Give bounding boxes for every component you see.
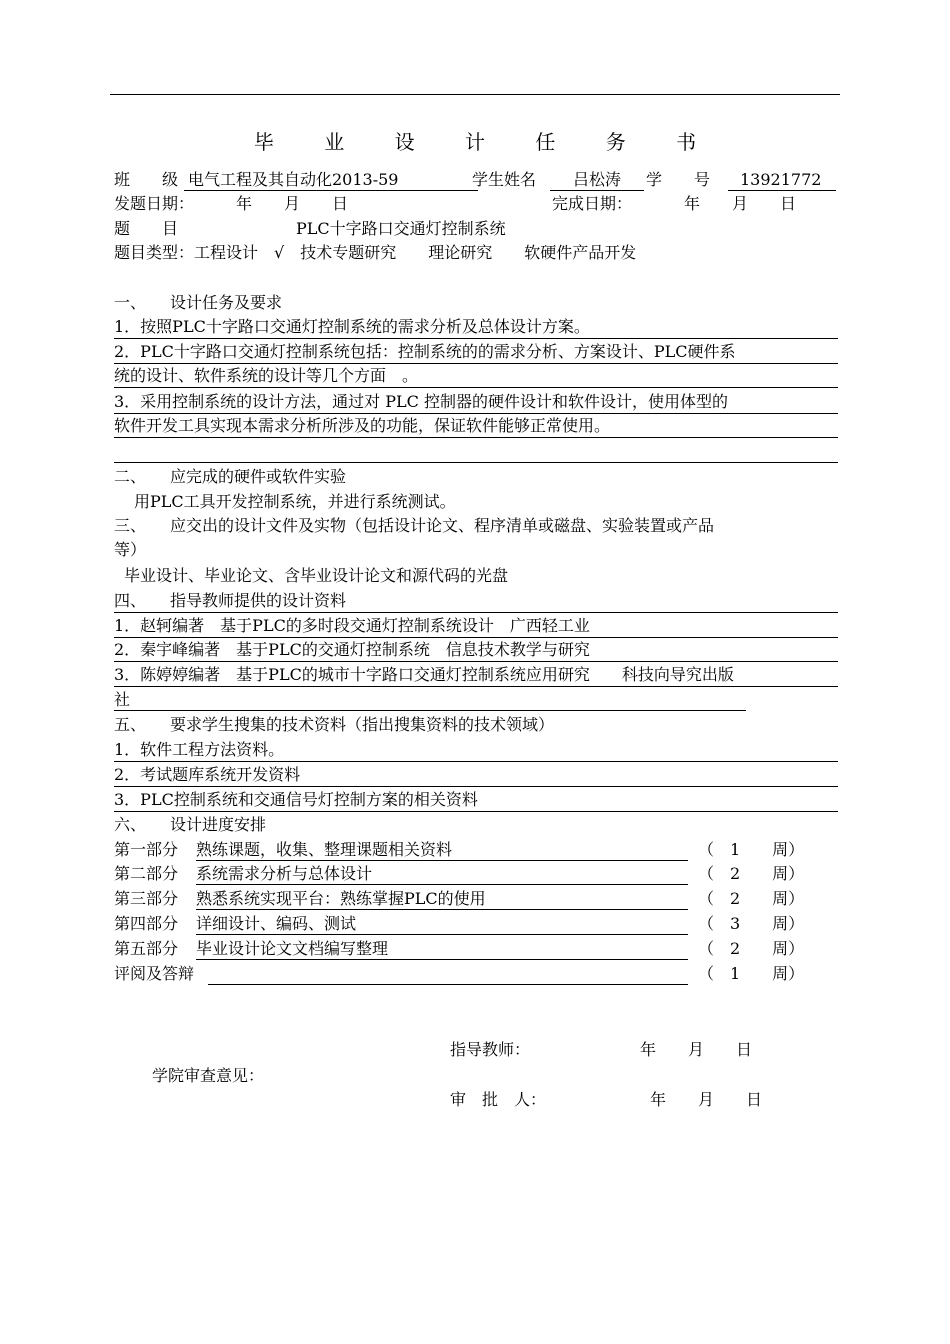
section-3-text: 毕业设计、毕业论文、含毕业设计论文和源代码的光盘 bbox=[124, 566, 509, 585]
section-4-item: 3．陈婷婷编著 基于PLC的城市十字路口交通灯控制系统应用研究 科技向导究出版 bbox=[114, 664, 838, 687]
section-3-title-cont: 等） bbox=[114, 540, 147, 559]
approver-label: 审 批 人： bbox=[450, 1090, 547, 1109]
section-4-item: 2．秦宇峰编著 基于PLC的交通灯控制系统 信息技术教学与研究 bbox=[114, 639, 838, 662]
section-1-item: 1．按照PLC十字路口交通灯控制系统的需求分析及总体设计方案。 bbox=[114, 316, 838, 339]
section-1-item: 统的设计、软件系统的设计等几个方面 。 bbox=[114, 365, 838, 388]
advisor-label: 指导教师： bbox=[450, 1040, 531, 1059]
section-4-item: 社 bbox=[114, 690, 746, 711]
section-1-item: 3．采用控制系统的设计方法，通过对 PLC 控制器的硬件设计和软件设计，使用体型的 bbox=[114, 391, 838, 414]
college-review-label: 学院审查意见： bbox=[152, 1066, 265, 1085]
schedule-weeks: （ 2 周） bbox=[698, 864, 805, 883]
section-1-item: 软件开发工具实现本需求分析所涉及的功能，保证软件能够正常使用。 bbox=[114, 415, 838, 438]
topic-label: 题 目 bbox=[114, 219, 179, 238]
schedule-weeks: （ 2 周） bbox=[698, 889, 805, 908]
approver-date: 年 月 日 bbox=[650, 1090, 763, 1109]
complete-date-label: 完成日期： bbox=[552, 194, 633, 213]
student-id-label: 学 号 bbox=[646, 170, 711, 189]
schedule-label: 第二部分 bbox=[114, 864, 179, 883]
student-id-value: 13921772 bbox=[728, 170, 836, 191]
complete-date-value: 年 月 日 bbox=[684, 194, 797, 213]
section-3-title: 三、 应交出的设计文件及实物（包括设计论文、程序清单或磁盘、实验装置或产品 bbox=[114, 516, 715, 535]
schedule-label: 评阅及答辩 bbox=[114, 964, 195, 983]
topic-value: PLC十字路口交通灯控制系统 bbox=[296, 219, 506, 238]
section-5-item: 1．软件工程方法资料。 bbox=[114, 739, 838, 762]
section-6-title: 六、 设计进度安排 bbox=[114, 815, 267, 834]
issue-date-value: 年 月 日 bbox=[236, 194, 349, 213]
schedule-label: 第一部分 bbox=[114, 840, 179, 859]
schedule-weeks: （ 3 周） bbox=[698, 914, 805, 933]
advisor-date: 年 月 日 bbox=[640, 1040, 753, 1059]
section-2-title: 二、 应完成的硬件或软件实验 bbox=[114, 467, 347, 486]
schedule-weeks: （ 1 周） bbox=[698, 964, 805, 983]
schedule-task bbox=[208, 964, 688, 985]
student-name-value: 吕松涛 bbox=[550, 170, 644, 191]
schedule-task: 熟练课题，收集、整理课题相关资料 bbox=[196, 840, 688, 861]
schedule-label: 第四部分 bbox=[114, 914, 179, 933]
section-5-title: 五、 要求学生搜集的技术资料（指出搜集资料的技术领域） bbox=[114, 715, 555, 734]
schedule-weeks: （ 1 周） bbox=[698, 840, 805, 859]
schedule-task: 毕业设计论文文档编写整理 bbox=[196, 939, 688, 960]
schedule-label: 第三部分 bbox=[114, 889, 179, 908]
section-1-title: 一、 设计任务及要求 bbox=[114, 293, 283, 312]
schedule-label: 第五部分 bbox=[114, 939, 179, 958]
blank-line bbox=[114, 462, 838, 463]
student-name-label: 学生姓名 bbox=[472, 170, 537, 189]
schedule-task: 熟悉系统实现平台：熟练掌握PLC的使用 bbox=[196, 889, 688, 910]
class-label: 班 级 bbox=[114, 170, 179, 189]
section-1-item: 2．PLC十字路口交通灯控制系统包括：控制系统的的需求分析、方案设计、PLC硬件系 bbox=[114, 341, 838, 364]
top-rule bbox=[110, 94, 840, 95]
section-5-item: 2．考试题库系统开发资料 bbox=[114, 764, 838, 787]
schedule-weeks: （ 2 周） bbox=[698, 939, 805, 958]
topic-type-line: 题目类型：工程设计 √ 技术专题研究 理论研究 软硬件产品开发 bbox=[114, 243, 637, 262]
section-2-text: 用PLC工具开发控制系统，并进行系统测试。 bbox=[134, 492, 456, 511]
class-value: 电气工程及其自动化2013-59 bbox=[184, 170, 478, 191]
page-title: 毕 业 设 计 任 务 书 bbox=[253, 130, 719, 154]
schedule-task: 详细设计、编码、测试 bbox=[196, 914, 688, 935]
section-4-item: 1．赵轲编著 基于PLC的多时段交通灯控制系统设计 广西轻工业 bbox=[114, 615, 838, 638]
section-4-title: 四、 指导教师提供的设计资料 bbox=[114, 590, 838, 613]
schedule-task: 系统需求分析与总体设计 bbox=[196, 864, 688, 885]
issue-date-label: 发题日期： bbox=[114, 194, 195, 213]
section-5-item: 3．PLC控制系统和交通信号灯控制方案的相关资料 bbox=[114, 789, 838, 812]
